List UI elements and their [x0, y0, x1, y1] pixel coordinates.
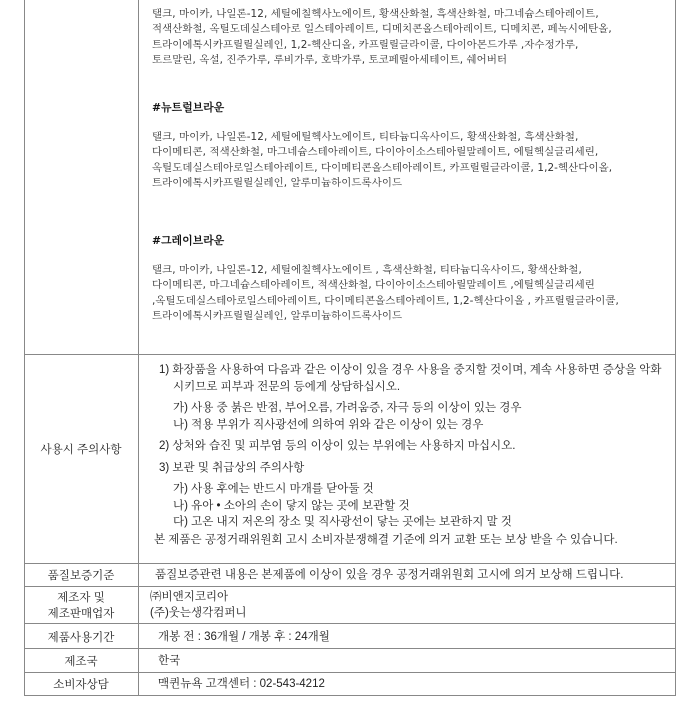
maker-label-line1: 제조자 및 — [57, 592, 105, 604]
ingredient-line: 다이메티콘, 마그네슘스테아레이트, 적색산화철, 다이아이소스테아릴말레이트 ,에틸헥실글리세린 — [152, 279, 595, 292]
period-label: 제품사용기간 — [47, 632, 115, 644]
caution-subitem: 나) 유아 • 소아의 손이 닿지 않는 곳에 보관할 것 — [173, 499, 410, 512]
caution-item-1: 1) 화장품을 사용하여 다음과 같은 이상이 있을 경우 사용을 중지할 것이며, 계속 사용하면 증상을 악화 — [159, 364, 662, 376]
caution-item-2: 2) 상처와 습진 및 피부염 등의 이상이 있는 부위에는 사용하지 마십시오. — [159, 440, 516, 452]
cs-label: 소비자상담 — [53, 679, 109, 691]
period-value: 개봉 전 : 36개월 / 개봉 후 : 24개월 — [158, 631, 330, 643]
ingredients-section-3-list — [152, 263, 662, 324]
ingredient-line: 적색산화철, 옥틸도데실스테아로 일스테아레이트, 디메치콘올스테아레이트, 디메치콘, 페녹시에탄올, — [152, 23, 612, 36]
section-title: #뉴트럴브라운 — [152, 101, 225, 114]
caution-subitem: 가) 사용 중 붉은 반점, 부어오름, 가려움증, 자극 등의 이상이 있는 경우 — [173, 402, 522, 414]
table-right-border — [675, 0, 676, 696]
caution-notice: 본 제품은 공정거래위원회 고시 소비자분쟁해결 기준에 의거 교환 또는 보상 받을 수 있습니다. — [154, 534, 618, 546]
ingredient-line: 다이메티콘, 적색산화철, 마그네슘스테아레이트, 다이아이소스테아릴말레이트, 에틸헥실글리세린, — [152, 146, 599, 159]
ingredient-line: 탤크, 마이카, 나일론-12, 세틸에칠헥사노에이트, 황색산화철, 흑색산화철, 마그네슘스테아레이트, — [152, 8, 599, 20]
row-divider — [24, 672, 675, 673]
ingredient-line: 트라이에톡시카프릴릴실레인, 알루미늄하이드록사이드 — [152, 176, 403, 189]
maker-label-line2: 제조판매업자 — [47, 608, 115, 620]
maker-value-line2: (주)웃는생각컴퍼니 — [150, 607, 247, 619]
row-divider — [24, 623, 675, 624]
ingredients-section-2-list — [152, 130, 662, 191]
caution-item-3: 3) 보관 및 취급상의 주의사항 — [159, 461, 305, 474]
row-divider — [24, 354, 675, 355]
table-column-divider — [138, 0, 139, 696]
row-divider — [24, 563, 675, 564]
quality-value: 품질보증관련 내용은 본제품에 이상이 있을 경우 공정거래위원회 고시에 의거 보상해 드립니다. — [155, 569, 624, 581]
ingredient-line: 탤크, 마이카, 나일론-12, 세틸에칠헥사노에이트 , 흑색산화철, 티타늄디옥사이드, 황색산화철, — [152, 264, 582, 276]
ingredient-line: 탤크, 마이카, 나일론-12, 세틸에틸헥사노에이트, 티타늄디옥사이드, 황색산화철, 흑색산화철, — [152, 131, 579, 143]
table-bottom-border — [24, 695, 675, 696]
ingredient-line: 토르말린, 옥설, 진주가루, 루비가루, 호박가루, 토코페릴아세테이트, 쉐어버터 — [152, 53, 508, 66]
country-label: 제조국 — [64, 656, 98, 668]
cs-value: 맥퀸뉴욕 고객센터 : 02-543-4212 — [158, 678, 325, 690]
caution-subitem: 다) 고온 내지 저온의 장소 및 직사광선이 닿는 곳에는 보관하지 말 것 — [173, 516, 512, 528]
section-title: #그레이브라운 — [152, 234, 225, 247]
ingredient-line: 트라이에톡시카프릴릴실레인, 1,2-헥산디올, 카프릴릴글라이콜, 다이아몬드가루 ,자수정가루, — [152, 38, 579, 51]
ingredients-section-2 — [152, 100, 662, 115]
caution-label: 사용시 주의사항 — [40, 444, 122, 456]
caution-content — [159, 362, 662, 531]
row-divider — [24, 648, 675, 649]
caution-subitem: 나) 적용 부위가 직사광선에 의하여 위와 같은 이상이 있는 경우 — [173, 418, 484, 431]
row-divider — [24, 586, 675, 587]
ingredient-line: 트라이에톡시카프릴릴실레인, 알루미늄하이드록사이드 — [152, 309, 403, 322]
ingredients-section-3 — [152, 233, 662, 248]
ingredients-section-1 — [152, 7, 662, 68]
ingredient-line: ,옥틸도데실스테아로일스테아레이트, 다이메티콘올스테아레이트, 1,2-헥산다이올 , 카프릴릴글라이콜, — [152, 294, 619, 307]
caution-subitem: 가) 사용 후에는 반드시 마개를 닫아둘 것 — [173, 483, 374, 495]
country-value: 한국 — [158, 655, 181, 667]
ingredient-line: 옥틸도데실스테아로일스테아레이트, 다이메티콘올스테아레이트, 카프릴릴글라이콜, 1,2-헥산다이올, — [152, 161, 613, 174]
caution-item-1-cont: 시키므로 피부과 전문의 등에게 상담하십시오. — [173, 380, 401, 393]
maker-value-line1: ㈜비앤지코리아 — [150, 591, 229, 603]
quality-label: 품질보증기준 — [47, 570, 115, 582]
